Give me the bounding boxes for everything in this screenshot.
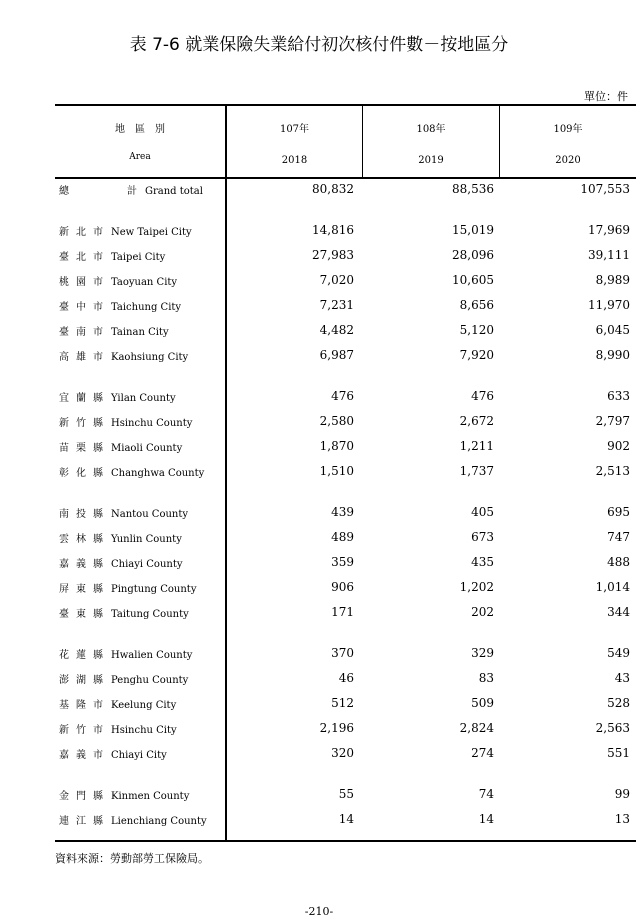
value-cell-1: 1,510 bbox=[319, 464, 354, 478]
table-row bbox=[55, 787, 636, 807]
header-divider-1 bbox=[362, 106, 363, 177]
area-name bbox=[59, 530, 182, 545]
area-name bbox=[59, 248, 165, 263]
area-name bbox=[59, 721, 177, 736]
value-cell-3: 13 bbox=[614, 812, 630, 826]
year-header-roc: 109年 bbox=[553, 124, 583, 135]
area-name-en: Penghu County bbox=[111, 675, 189, 686]
area-name-zh: 高雄市 bbox=[59, 352, 110, 363]
area-name-en: Hsinchu County bbox=[111, 418, 193, 429]
area-name bbox=[59, 348, 188, 363]
area-name-en: Tainan City bbox=[111, 327, 169, 338]
value-cell-3: 695 bbox=[607, 505, 630, 519]
year-header-roc: 107年 bbox=[279, 124, 310, 135]
area-name-en: Kinmen County bbox=[111, 791, 190, 802]
table-row bbox=[55, 605, 636, 625]
area-name-zh: 雲林縣 bbox=[59, 534, 110, 545]
table-row bbox=[55, 696, 636, 716]
area-name-en: Chiayi County bbox=[111, 559, 183, 570]
header-bottom-rule bbox=[55, 177, 636, 179]
area-name-en: Lienchiang County bbox=[111, 816, 207, 827]
area-name-zh: 新竹縣 bbox=[59, 418, 110, 429]
value-cell-2: 274 bbox=[471, 746, 494, 760]
value-cell-3: 8,990 bbox=[595, 348, 630, 362]
value-cell-2: 10,605 bbox=[452, 273, 494, 287]
year-header-ad: 2020 bbox=[555, 155, 581, 166]
value-cell-1: 27,983 bbox=[312, 248, 354, 262]
value-cell-1: 439 bbox=[331, 505, 354, 519]
value-cell-2: 28,096 bbox=[452, 248, 494, 262]
area-name-zh: 連江縣 bbox=[59, 816, 110, 827]
value-cell-3: 902 bbox=[607, 439, 630, 453]
value-cell-2: 435 bbox=[471, 555, 494, 569]
header-divider-2 bbox=[499, 106, 500, 177]
value-cell-3: 2,513 bbox=[595, 464, 630, 478]
value-cell-3: 633 bbox=[607, 389, 630, 403]
area-name-zh: 宜蘭縣 bbox=[59, 393, 110, 404]
area-name bbox=[59, 298, 181, 313]
area-name bbox=[59, 273, 177, 288]
value-cell-1: 512 bbox=[331, 696, 354, 710]
value-cell-3: 17,969 bbox=[588, 223, 630, 237]
area-name-en: Taipei City bbox=[111, 252, 166, 263]
area-name-zh: 彰化縣 bbox=[59, 468, 110, 479]
area-name bbox=[59, 323, 169, 338]
table-row bbox=[55, 298, 636, 318]
value-cell-2: 509 bbox=[471, 696, 494, 710]
value-cell-2: 673 bbox=[471, 530, 494, 544]
value-cell-3: 2,563 bbox=[595, 721, 630, 735]
value-cell-1: 2,580 bbox=[319, 414, 354, 428]
value-cell-1: 80,832 bbox=[312, 182, 354, 196]
table-row bbox=[55, 182, 636, 202]
value-cell-2: 14 bbox=[478, 812, 494, 826]
area-name-en: Yunlin County bbox=[111, 534, 182, 545]
value-cell-2: 1,737 bbox=[459, 464, 494, 478]
value-cell-2: 405 bbox=[471, 505, 494, 519]
value-cell-3: 39,111 bbox=[588, 248, 630, 262]
value-cell-3: 43 bbox=[614, 671, 630, 685]
area-name-en: Chiayi City bbox=[111, 750, 167, 761]
area-name-zh: 嘉義市 bbox=[59, 750, 110, 761]
area-name-en: Taoyuan City bbox=[111, 277, 178, 288]
area-name-zh: 南投縣 bbox=[59, 509, 110, 520]
value-cell-2: 1,211 bbox=[459, 439, 494, 453]
area-name-en: Miaoli County bbox=[111, 443, 183, 454]
value-cell-1: 14 bbox=[338, 812, 354, 826]
table-row bbox=[55, 646, 636, 666]
value-cell-2: 88,536 bbox=[452, 182, 494, 196]
value-cell-2: 5,120 bbox=[459, 323, 494, 337]
area-name-zh: 臺南市 bbox=[59, 327, 110, 338]
value-cell-3: 344 bbox=[607, 605, 630, 619]
area-name-en: Keelung City bbox=[111, 700, 177, 711]
top-rule bbox=[55, 104, 636, 106]
area-name bbox=[59, 671, 188, 686]
area-name-en: Pingtung County bbox=[111, 584, 197, 595]
area-name-zh: 嘉義縣 bbox=[59, 559, 110, 570]
area-name-zh: 金門縣 bbox=[59, 791, 110, 802]
value-cell-2: 8,656 bbox=[459, 298, 494, 312]
unit-label: 單位：件 bbox=[584, 90, 628, 103]
area-name-zh: 屏東縣 bbox=[59, 584, 110, 595]
area-name-zh: 新北市 bbox=[59, 227, 110, 238]
area-name-en: Grand total bbox=[145, 186, 203, 197]
value-cell-2: 2,824 bbox=[459, 721, 494, 735]
area-name-en: Hsinchu City bbox=[111, 725, 177, 736]
year-header-ad: 2018 bbox=[281, 155, 308, 166]
area-name bbox=[59, 389, 176, 404]
area-name-en: Changhwa County bbox=[111, 468, 205, 479]
area-header-zh: 地 區 別 bbox=[115, 124, 165, 135]
area-name bbox=[59, 182, 203, 197]
value-cell-3: 528 bbox=[607, 696, 630, 710]
table-row bbox=[55, 721, 636, 741]
value-cell-1: 7,020 bbox=[319, 273, 354, 287]
value-cell-3: 99 bbox=[614, 787, 630, 801]
value-cell-3: 747 bbox=[607, 530, 630, 544]
value-cell-1: 14,816 bbox=[312, 223, 354, 237]
table-row bbox=[55, 746, 636, 766]
year-header-roc: 108年 bbox=[416, 124, 446, 135]
table-row bbox=[55, 414, 636, 434]
value-cell-1: 6,987 bbox=[319, 348, 354, 362]
value-cell-1: 55 bbox=[338, 787, 354, 801]
area-name bbox=[59, 787, 189, 802]
value-cell-1: 476 bbox=[331, 389, 354, 403]
value-cell-2: 7,920 bbox=[459, 348, 494, 362]
table-row bbox=[55, 389, 636, 409]
value-cell-1: 906 bbox=[331, 580, 354, 594]
table-row bbox=[55, 555, 636, 575]
area-name-en: Nantou County bbox=[111, 509, 189, 520]
table-row bbox=[55, 530, 636, 550]
value-cell-2: 476 bbox=[471, 389, 494, 403]
area-name-en: Yilan County bbox=[111, 393, 176, 404]
area-name bbox=[59, 605, 189, 620]
area-header-en: Area bbox=[129, 152, 151, 162]
value-cell-1: 7,231 bbox=[319, 298, 354, 312]
area-name-zh: 澎湖縣 bbox=[59, 675, 110, 686]
area-name-en: Kaohsiung City bbox=[111, 352, 189, 363]
value-cell-1: 4,482 bbox=[319, 323, 354, 337]
area-name-zh: 桃園市 bbox=[59, 277, 110, 288]
value-cell-1: 2,196 bbox=[319, 721, 354, 735]
area-name-en: New Taipei City bbox=[111, 227, 192, 238]
page-number: -210- bbox=[304, 905, 334, 918]
value-cell-1: 370 bbox=[331, 646, 354, 660]
area-name bbox=[59, 580, 196, 595]
value-cell-3: 11,970 bbox=[588, 298, 630, 312]
table-row bbox=[55, 273, 636, 293]
table-row bbox=[55, 439, 636, 459]
table-row bbox=[55, 323, 636, 343]
area-name bbox=[59, 696, 176, 711]
value-cell-2: 1,202 bbox=[459, 580, 494, 594]
table-row bbox=[55, 348, 636, 368]
area-name-zh: 臺中市 bbox=[59, 302, 110, 313]
value-cell-2: 202 bbox=[471, 605, 494, 619]
value-cell-3: 107,553 bbox=[580, 182, 630, 196]
table-row bbox=[55, 580, 636, 600]
area-name-en: Hwalien County bbox=[111, 650, 193, 661]
value-cell-3: 6,045 bbox=[595, 323, 630, 337]
table-row bbox=[55, 505, 636, 525]
area-name-en: Taitung County bbox=[111, 609, 189, 620]
value-cell-2: 83 bbox=[478, 671, 494, 685]
value-cell-3: 1,014 bbox=[595, 580, 630, 594]
area-name-en: Taichung City bbox=[111, 302, 182, 313]
area-name bbox=[59, 505, 188, 520]
value-cell-2: 74 bbox=[478, 787, 494, 801]
area-name bbox=[59, 464, 204, 479]
bottom-rule bbox=[55, 840, 636, 842]
value-cell-1: 489 bbox=[331, 530, 354, 544]
value-cell-1: 1,870 bbox=[319, 439, 354, 453]
area-name bbox=[59, 746, 167, 761]
table-title: 表 7-6 就業保險失業給付初次核付件數－按地區分 bbox=[129, 35, 509, 55]
table-row bbox=[55, 464, 636, 484]
value-cell-1: 171 bbox=[331, 605, 354, 619]
table-row bbox=[55, 812, 636, 832]
area-name-zh: 新竹市 bbox=[59, 725, 110, 736]
area-name bbox=[59, 812, 207, 827]
area-name-zh: 花蓮縣 bbox=[59, 650, 110, 661]
value-cell-2: 329 bbox=[471, 646, 494, 660]
value-cell-3: 551 bbox=[607, 746, 630, 760]
area-name bbox=[59, 414, 192, 429]
area-name bbox=[59, 439, 182, 454]
area-name bbox=[59, 555, 183, 570]
year-header-ad: 2019 bbox=[418, 155, 444, 166]
table-row bbox=[55, 223, 636, 243]
table-row bbox=[55, 671, 636, 691]
area-name-zh: 基隆市 bbox=[59, 700, 110, 711]
value-cell-1: 46 bbox=[338, 671, 354, 685]
area-name-zh: 臺北市 bbox=[59, 252, 110, 263]
table-row bbox=[55, 248, 636, 268]
area-name bbox=[59, 646, 192, 661]
value-cell-2: 2,672 bbox=[459, 414, 494, 428]
value-cell-3: 8,989 bbox=[595, 273, 630, 287]
value-cell-3: 488 bbox=[607, 555, 630, 569]
area-name-zh: 臺東縣 bbox=[59, 609, 110, 620]
area-name bbox=[59, 223, 192, 238]
source-note: 資料來源：勞動部勞工保險局。 bbox=[55, 852, 209, 865]
value-cell-2: 15,019 bbox=[452, 223, 494, 237]
value-cell-1: 359 bbox=[331, 555, 354, 569]
area-name-zh: 苗栗縣 bbox=[59, 443, 110, 454]
area-name-zh: 總 計 bbox=[59, 186, 144, 197]
value-cell-1: 320 bbox=[331, 746, 354, 760]
value-cell-3: 549 bbox=[607, 646, 630, 660]
value-cell-3: 2,797 bbox=[595, 414, 630, 428]
